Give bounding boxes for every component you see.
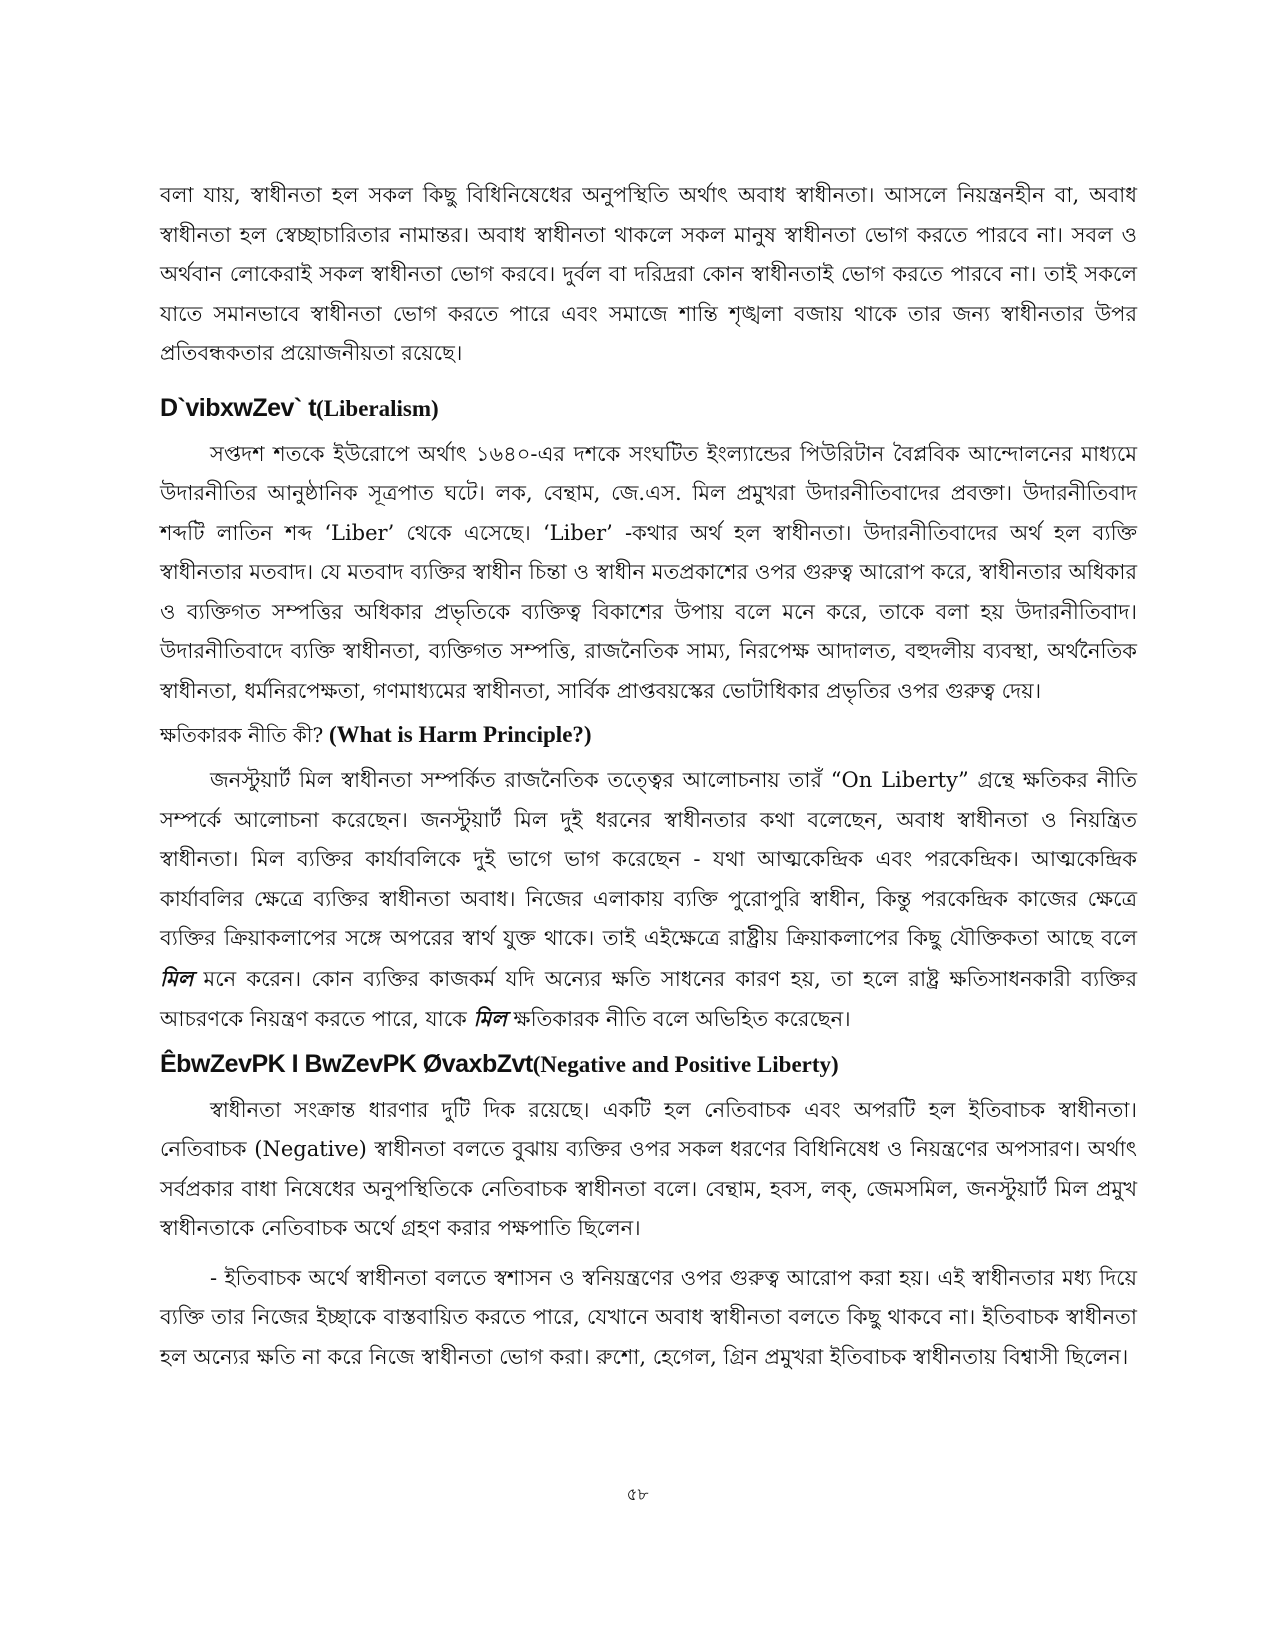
harm-text-3: ক্ষতিকারক নীতি বলে অভিহিত করেছেন। — [506, 1007, 851, 1031]
liberty-heading-garbled: ÊbwZevPK I BwZevPK ØvaxbZvt — [160, 1049, 533, 1078]
liberalism-heading — [160, 390, 1137, 427]
harm-paragraph — [160, 761, 1137, 1040]
mil-emphasis-2: মিল — [473, 1006, 507, 1031]
harm-text-1: জনস্টুয়ার্ট মিল স্বাধীনতা সম্পর্কিত রাজনৈতিক তত্ত্বের আলোচনায় তারঁ “On Liberty” গ্রন্থে ক্ষতিকর নীতি সম্পর্কে আলোচনা করেছেন। জনস্টুয়ার্ট মিল দুই ধরনের স্বাধীনতার কথা বলেছেন, অবাধ স্বাধীনতা ও নিয়ন্ত্রিত স্বাধীনতা। মিল ব্যক্তির কার্যাবলিকে দুই ভাগে ভাগ করেছেন - যথা আত্মকেন্দ্রিক এবং পরকেন্দ্রিক। আত্মকেন্দ্রিক কার্যাবলির ক্ষেত্রে ব্যক্তির স্বাধীনতা অবাধ। নিজের এলাকায় ব্যক্তি পুরোপুরি স্বাধীন, কিন্তু পরকেন্দ্রিক কাজের ক্ষেত্রে ব্যক্তির ক্রিয়াকলাপের সঙ্গে অপরের স্বার্থ যুক্ত থাকে। তাই এইক্ষেত্রে রাষ্ট্রীয় ক্রিয়াকলাপের কিছু যৌক্তিকতা আছে বলে — [160, 768, 1137, 950]
page-body — [160, 176, 1137, 1377]
harm-text-2: মনে করেন। কোন ব্যক্তির কাজকর্ম যদি অন্যের ক্ষতি সাধনের কারণ হয়, তা হলে রাষ্ট্র ক্ষতিসাধনকারী ব্যক্তির আচরণকে নিয়ন্ত্রণ করতে পারে, যাকে — [160, 966, 1137, 1031]
harm-heading-en: (What is Harm Principle?) — [329, 722, 592, 747]
liberalism-paragraph: সপ্তদশ শতকে ইউরোপে অর্থাৎ ১৬৪০-এর দশকে সংঘটিত ইংল্যান্ডের পিউরিটান বৈপ্লবিক আন্দোলনের মাধ্যমে উদারনীতির আনুষ্ঠানিক সূত্রপাত ঘটে। লক, বেন্থাম, জে.এস. মিল প্রমুখরা উদারনীতিবাদের প্রবক্তা। উদারনীতিবাদ শব্দটি লাতিন শব্দ ‘Liber’ থেকে এসেছে। ‘Liber’ -কথার অর্থ হল স্বাধীনতা। উদারনীতিবাদের অর্থ হল ব্যক্তি স্বাধীনতার মতবাদ। যে মতবাদ ব্যক্তির স্বাধীন চিন্তা ও স্বাধীন মতপ্রকাশের ওপর গুরুত্ব আরোপ করে, স্বাধীনতার অধিকার ও ব্যক্তিগত সম্পত্তির অধিকার প্রভৃতিকে ব্যক্তিত্ব বিকাশের উপায় বলে মনে করে, তাকে বলা হয় উদারনীতিবাদ। উদারনীতিবাদে ব্যক্তি স্বাধীনতা, ব্যক্তিগত সম্পত্তি, রাজনৈতিক সাম্য, নিরপেক্ষ আদালত, বহুদলীয় ব্যবস্থা, অর্থনৈতিক স্বাধীনতা, ধর্মনিরপেক্ষতা, গণমাধ্যমের স্বাধীনতা, সার্বিক প্রাপ্তবয়স্কের ভোটাধিকার প্রভৃতির ওপর গুরুত্ব দেয়। — [160, 441, 1137, 703]
liberalism-heading-en: (Liberalism) — [316, 395, 439, 421]
intro-paragraph: বলা যায়, স্বাধীনতা হল সকল কিছু বিধিনিষেধের অনুপস্থিতি অর্থাৎ অবাধ স্বাধীনতা। আসলে নিয়ন্ত্রনহীন বা, অবাধ স্বাধীনতা হল স্বেচ্ছাচারিতার নামান্তর। অবাধ স্বাধীনতা থাকলে সকল মানুষ স্বাধীনতা ভোগ করতে পারবে না। সবল ও অর্থবান লোকেরাই সকল স্বাধীনতা ভোগ করবে। দুর্বল বা দরিদ্ররা কোন স্বাধীনতাই ভোগ করতে পারবে না। তাই সকলে যাতে সমানভাবে স্বাধীনতা ভোগ করতে পারে এবং সমাজে শান্তি শৃঙ্খলা বজায় থাকে তার জন্য স্বাধীনতার উপর প্রতিবন্ধকতার প্রয়োজনীয়তা রয়েছে। — [160, 183, 1137, 365]
liberty-paragraph-2: - ইতিবাচক অর্থে স্বাধীনতা বলতে স্বশাসন ও স্বনিয়ন্ত্রণের ওপর গুরুত্ব আরোপ করা হয়। এই স্বাধীনতার মধ্য দিয়ে ব্যক্তি তার নিজের ইচ্ছাকে বাস্তবায়িত করতে পারে, যেখানে অবাধ স্বাধীনতা বলতে কিছু থাকবে না। ইতিবাচক স্বাধীনতা হল অন্যের ক্ষতি না করে নিজে স্বাধীনতা ভোগ করা। রুশো, হেগেল, গ্রিন প্রমুখরা ইতিবাচক স্বাধীনতায় বিশ্বাসী ছিলেন। — [160, 1265, 1137, 1369]
page-number: ৫৮ — [626, 1485, 649, 1505]
liberty-heading-en: (Negative and Positive Liberty) — [532, 1051, 839, 1077]
harm-heading-bn: ক্ষতিকারক নীতি কী? — [160, 723, 324, 747]
liberty-paragraph-1: স্বাধীনতা সংক্রান্ত ধারণার দুটি দিক রয়েছে। একটি হল নেতিবাচক এবং অপরটি হল ইতিবাচক স্বাধীনতা। নেতিবাচক (Negative) স্বাধীনতা বলতে বুঝায় ব্যক্তির ওপর সকল ধরণের বিধিনিষেধ ও নিয়ন্ত্রণের অপসারণ। অর্থাৎ সর্বপ্রকার বাধা নিষেধের অনুপস্থিতিকে নেতিবাচক স্বাধীনতা বলে। বেন্থাম, হবস, লক্, জেমসমিল, জনস্টুয়ার্ট মিল প্রমুখ স্বাধীনতাকে নেতিবাচক অর্থে গ্রহণ করার পক্ষপাতি ছিলেন। — [160, 1097, 1137, 1240]
mil-emphasis-1: মিল — [160, 965, 194, 991]
harm-heading — [160, 717, 1137, 753]
liberalism-heading-garbled: D`vibxwZev` t — [160, 393, 317, 422]
liberty-heading — [160, 1046, 1137, 1083]
